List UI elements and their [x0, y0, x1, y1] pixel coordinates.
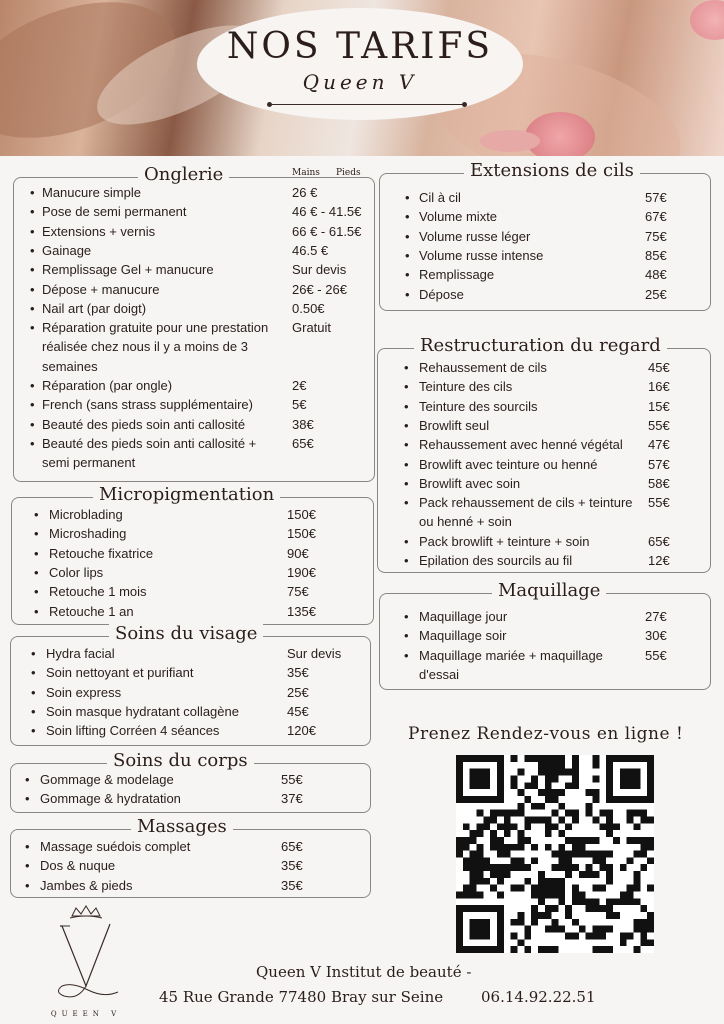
bullet-icon: •	[25, 772, 30, 787]
service-price: Gratuit	[292, 320, 332, 336]
bullet-icon: •	[404, 475, 409, 491]
service-name: Réparation (par ongle)	[42, 378, 173, 393]
price-item	[25, 789, 391, 808]
price-item	[25, 837, 391, 856]
service-name: Soin express	[46, 684, 122, 700]
logo-text: QUEEN V	[50, 1010, 122, 1018]
price-item	[30, 434, 402, 473]
section-title: Soins du corps	[107, 750, 254, 771]
service-name: Soin nettoyant et purifiant	[46, 665, 194, 681]
service-price: 26 €	[292, 185, 318, 200]
service-name: Rehaussement de cils	[419, 360, 547, 375]
service-name: Pack rehaussement de cils + teinture ou henné + soin	[419, 495, 633, 530]
service-price: 35€	[287, 665, 309, 681]
service-name: Beauté des pieds soin anti callosité	[42, 416, 246, 432]
bullet-icon: •	[405, 247, 410, 263]
service-price: 75€	[287, 584, 309, 600]
price-item	[25, 876, 391, 895]
bullet-icon: •	[404, 398, 409, 414]
service-name: Dos & nuque	[40, 858, 116, 874]
section-title: Onglerie	[138, 164, 229, 185]
service-name: Dépose	[419, 286, 464, 302]
bullet-icon: •	[404, 417, 409, 433]
price-item	[34, 544, 397, 563]
price-item	[34, 505, 397, 524]
price-item	[31, 721, 397, 740]
service-price: 135€	[287, 603, 316, 619]
service-price: 57€	[648, 456, 670, 472]
price-item	[25, 770, 391, 789]
price-item	[30, 280, 402, 299]
price-item	[404, 607, 724, 626]
title-badge	[197, 8, 523, 120]
bullet-icon: •	[404, 495, 409, 511]
service-price: 85€	[645, 247, 667, 263]
page-title: NOS TARIFS	[226, 26, 494, 67]
service-price: 120€	[287, 723, 316, 739]
price-item	[25, 856, 391, 875]
price-item	[30, 222, 402, 241]
service-name: Dépose + manucure	[42, 281, 160, 297]
service-name: Remplissage Gel + manucure	[42, 262, 214, 278]
service-price: 55€	[645, 647, 667, 663]
header-photo	[0, 0, 724, 156]
price-item	[31, 644, 397, 663]
bullet-icon: •	[30, 242, 35, 258]
price-item	[34, 563, 397, 582]
bullet-icon: •	[404, 609, 409, 624]
bullet-icon: •	[30, 281, 35, 297]
bullet-icon: •	[404, 628, 409, 644]
service-price: Sur devis	[292, 262, 347, 278]
service-name: Jambes & pieds	[40, 877, 133, 893]
service-name: Volume russe intense	[419, 247, 544, 263]
price-item	[31, 683, 397, 702]
service-name: Color lips	[49, 564, 104, 580]
service-name: Soin lifting Corréen 4 séances	[46, 723, 220, 739]
service-price: 0.50€	[292, 300, 325, 316]
price-item	[405, 227, 724, 246]
service-name: Extensions + vernis	[42, 223, 156, 239]
service-price: 48€	[645, 267, 667, 283]
price-item	[30, 183, 402, 202]
service-name: Beauté des pieds soin anti callosité + semi permanent	[42, 435, 257, 471]
bullet-icon: •	[404, 437, 409, 453]
service-name: Teinture des sourcils	[419, 398, 538, 414]
section-title: Micropigmentation	[93, 484, 280, 505]
bullet-icon: •	[405, 267, 410, 283]
bullet-icon: •	[405, 190, 410, 205]
footer-business-name: Queen V Institut de beauté -	[256, 963, 472, 981]
service-price: 67€	[645, 209, 667, 225]
service-price: 5€	[292, 397, 307, 413]
bullet-icon: •	[34, 507, 39, 522]
bullet-icon: •	[25, 858, 30, 874]
bullet-icon: •	[34, 603, 39, 619]
bullet-icon: •	[25, 877, 30, 893]
bullet-icon: •	[404, 360, 409, 375]
service-name: Massage suédois complet	[40, 839, 191, 854]
service-price: 35€	[281, 877, 303, 893]
service-name: Manucure simple	[42, 185, 141, 200]
service-name: Volume mixte	[419, 209, 498, 225]
bullet-icon: •	[34, 545, 39, 561]
bullet-icon: •	[30, 378, 35, 393]
price-item	[404, 474, 724, 493]
service-price: 46 € - 41.5€	[292, 204, 362, 220]
bullet-icon: •	[25, 791, 30, 807]
price-item	[404, 646, 724, 685]
bullet-icon: •	[404, 379, 409, 395]
service-name: Maquillage jour	[419, 609, 508, 624]
crown-v-logo-icon	[48, 904, 124, 1008]
bullet-icon: •	[31, 646, 36, 661]
bullet-icon: •	[30, 223, 35, 239]
price-item	[404, 416, 724, 435]
service-name: Teinture des cils	[419, 379, 513, 395]
bullet-icon: •	[34, 584, 39, 600]
service-price: 150€	[287, 507, 316, 522]
price-item	[404, 626, 724, 645]
service-price: 55€	[281, 772, 303, 787]
service-price: 45€	[648, 360, 670, 375]
service-price: 25€	[645, 286, 667, 302]
price-item	[404, 377, 724, 396]
section-title: Restructuration du regard	[414, 335, 667, 356]
price-item	[404, 493, 724, 532]
service-price: 65€	[281, 839, 303, 854]
page-subtitle: Queen V	[302, 70, 418, 94]
bullet-icon: •	[30, 320, 35, 336]
bullet-icon: •	[405, 209, 410, 225]
rose-decoration	[525, 112, 595, 156]
service-name: Microblading	[49, 507, 123, 522]
service-name: French (sans strass supplémentaire)	[42, 397, 253, 413]
service-name: Remplissage	[419, 267, 495, 283]
service-name: Retouche 1 mois	[49, 584, 147, 600]
service-price: 16€	[648, 379, 670, 395]
service-price: 190€	[287, 564, 316, 580]
service-name: Soin masque hydratant collagène	[46, 703, 239, 719]
service-price: 45€	[287, 703, 309, 719]
column-header-pieds: Pieds	[336, 168, 361, 178]
service-name: Cil à cil	[419, 190, 461, 205]
column-header-mains: Mains	[292, 168, 320, 178]
title-divider	[269, 104, 465, 105]
bullet-icon: •	[404, 456, 409, 472]
service-price: 35€	[281, 858, 303, 874]
service-name: Retouche fixatrice	[49, 545, 154, 561]
service-name: Browlift seul	[419, 417, 490, 433]
bullet-icon: •	[30, 435, 35, 451]
rose-decoration	[690, 0, 724, 40]
service-price: 55€	[648, 417, 670, 433]
service-price: 30€	[645, 628, 667, 644]
price-item	[30, 241, 402, 260]
bullet-icon: •	[34, 564, 39, 580]
service-name: Gainage	[42, 242, 92, 258]
service-price: 90€	[287, 545, 309, 561]
bullet-icon: •	[25, 839, 30, 854]
service-price: 27€	[645, 609, 667, 624]
bullet-icon: •	[30, 300, 35, 316]
price-item	[405, 265, 724, 284]
service-name: Gommage & hydratation	[40, 791, 181, 807]
section-title: Extensions de cils	[464, 160, 640, 181]
price-item	[405, 207, 724, 226]
service-price: 26€ - 26€	[292, 281, 347, 297]
price-item	[30, 299, 402, 318]
price-item	[30, 376, 402, 395]
price-item	[30, 415, 402, 434]
service-price: 12€	[648, 553, 670, 568]
service-price: 57€	[645, 190, 667, 205]
price-item	[31, 663, 397, 682]
service-price: 38€	[292, 416, 314, 432]
bullet-icon: •	[34, 526, 39, 542]
service-name: Rehaussement avec henné végétal	[419, 437, 623, 453]
booking-call-to-action: Prenez Rendez-vous en ligne !	[408, 724, 684, 744]
service-name: Hydra facial	[46, 646, 115, 661]
price-item	[404, 435, 724, 454]
service-name: Browlift avec teinture ou henné	[419, 456, 598, 472]
price-item	[34, 524, 397, 543]
service-price: 55€	[648, 495, 670, 511]
price-item	[404, 358, 724, 377]
bullet-icon: •	[31, 723, 36, 739]
service-name: Retouche 1 an	[49, 603, 134, 619]
service-price: 2€	[292, 378, 307, 393]
service-name: Réparation gratuite pour une prestation réalisée chez nous il y a moins de 3 semaines	[42, 320, 269, 374]
price-item	[404, 532, 724, 551]
service-name: Nail art (par doigt)	[42, 300, 147, 316]
bullet-icon: •	[404, 533, 409, 549]
service-name: Microshading	[49, 526, 127, 542]
service-price: 150€	[287, 526, 316, 542]
bullet-icon: •	[30, 416, 35, 432]
service-name: Volume russe léger	[419, 228, 531, 244]
booking-qr-code[interactable]	[456, 755, 654, 953]
service-name: Maquillage soir	[419, 628, 507, 644]
bullet-icon: •	[31, 684, 36, 700]
bullet-icon: •	[404, 553, 409, 568]
price-item	[30, 318, 402, 376]
bullet-icon: •	[30, 204, 35, 220]
service-price: 65€	[648, 533, 670, 549]
service-price: 46.5 €	[292, 242, 329, 258]
price-item	[30, 260, 402, 279]
bullet-icon: •	[30, 397, 35, 413]
price-item	[405, 285, 724, 304]
price-item	[30, 395, 402, 414]
bullet-icon: •	[30, 262, 35, 278]
service-name: Pack browlift + teinture + soin	[419, 533, 590, 549]
section-title: Soins du visage	[109, 623, 263, 644]
price-item	[404, 551, 724, 570]
price-item	[404, 455, 724, 474]
price-item	[404, 397, 724, 416]
service-price: 58€	[648, 475, 670, 491]
service-price: 66 € - 61.5€	[292, 223, 362, 239]
service-price: 75€	[645, 228, 667, 244]
brand-logo	[48, 904, 124, 1022]
price-item	[34, 602, 397, 621]
service-price: 25€	[287, 684, 309, 700]
service-name: Pose de semi permanent	[42, 204, 187, 220]
price-item	[31, 702, 397, 721]
bullet-icon: •	[31, 665, 36, 681]
price-item	[30, 202, 402, 221]
section-title: Massages	[131, 816, 233, 837]
service-name: Epilation des sourcils au fil	[419, 553, 573, 568]
bullet-icon: •	[30, 185, 35, 200]
price-item	[405, 246, 724, 265]
service-price: 47€	[648, 437, 670, 453]
service-price: 37€	[281, 791, 303, 807]
service-price: Sur devis	[287, 646, 342, 661]
service-price: 65€	[292, 435, 314, 451]
section-title: Maquillage	[492, 580, 606, 601]
bullet-icon: •	[405, 286, 410, 302]
bullet-icon: •	[31, 703, 36, 719]
price-item	[405, 188, 724, 207]
service-name: Browlift avec soin	[419, 475, 521, 491]
service-name: Gommage & modelage	[40, 772, 174, 787]
footer-address: 45 Rue Grande 77480 Bray sur Seine	[159, 988, 444, 1006]
bullet-icon: •	[404, 647, 409, 663]
service-price: 15€	[648, 398, 670, 414]
service-name: Maquillage mariée + maquillage d'essai	[419, 647, 603, 682]
bullet-icon: •	[405, 228, 410, 244]
price-item	[34, 582, 397, 601]
footer-phone: 06.14.92.22.51	[481, 988, 596, 1006]
